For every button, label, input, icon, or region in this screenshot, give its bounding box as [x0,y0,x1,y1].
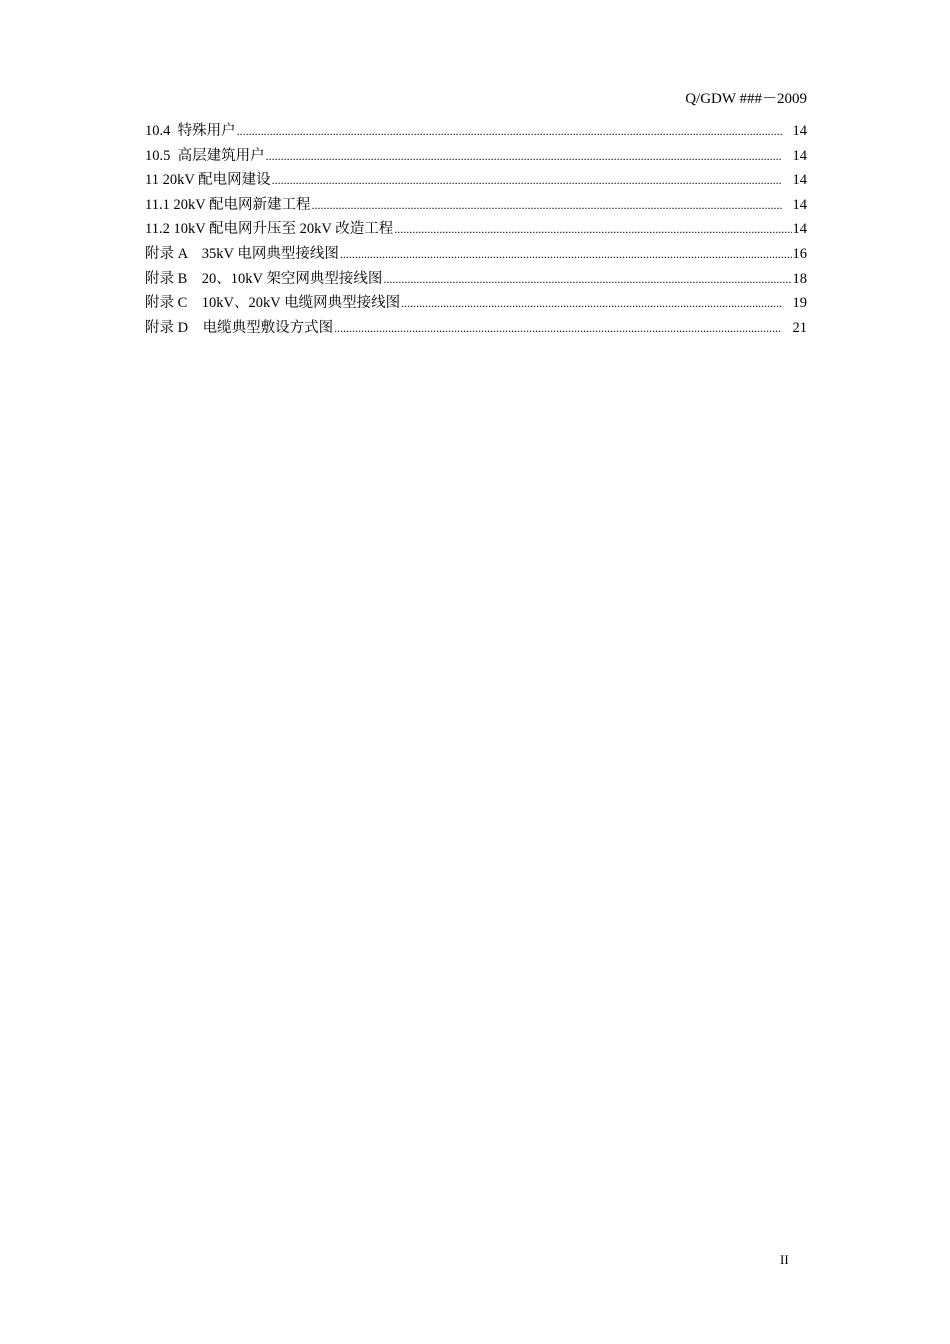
toc-entry-page: 14 [792,172,807,189]
toc-entry-page: 14 [792,123,807,139]
page-number: II [780,1252,789,1267]
toc-entry-page: 21 [792,319,807,336]
toc-entry-page: 18 [792,270,807,287]
toc-dot-leader [383,269,791,289]
toc-entry-11-2[interactable] [145,219,807,244]
toc-entry-page: 19 [792,295,807,312]
toc-entry-appendix-b[interactable] [145,269,807,294]
table-of-contents [145,121,807,342]
toc-dot-leader [237,121,782,141]
toc-entry-title: 附录 A 35kV 电网典型接线图 [145,245,339,262]
toc-dot-leader [394,219,791,239]
toc-entry-title: 附录 C 10kV、20kV 电缆网典型接线图 [145,295,401,312]
toc-entry-title: 10.5 高层建筑用户 [145,147,265,164]
toc-entry-10-5[interactable] [145,146,807,171]
toc-entry-title: 11 20kV 配电网建设 [145,172,271,189]
toc-entry-page: 14 [792,196,807,213]
toc-entry-10-4[interactable] [145,121,807,146]
toc-entry-title: 10.4 特殊用户 [145,123,236,139]
toc-dot-leader [272,170,782,190]
toc-entry-title: 11.1 20kV 配电网新建工程 [145,196,311,213]
toc-dot-leader [340,244,792,264]
document-code-header: Q/GDW ###－2009 [685,91,807,107]
toc-entry-appendix-d[interactable] [145,318,807,343]
toc-entry-appendix-c[interactable] [145,293,807,318]
toc-dot-leader [401,293,781,313]
toc-entry-title: 11.2 10kV 配电网升压至 20kV 改造工程 [145,221,394,238]
toc-entry-page: 14 [792,147,807,164]
toc-entry-page: 16 [792,245,807,262]
toc-entry-title: 附录 B 20、10kV 架空网典型接线图 [145,270,383,287]
toc-dot-leader [266,146,782,166]
toc-entry-page: 14 [792,221,807,238]
toc-entry-appendix-a[interactable] [145,244,807,269]
toc-dot-leader [312,195,782,215]
toc-entry-11[interactable] [145,170,807,195]
toc-dot-leader [334,318,781,338]
toc-entry-11-1[interactable] [145,195,807,220]
toc-entry-title: 附录 D 电缆典型敷设方式图 [145,319,334,336]
